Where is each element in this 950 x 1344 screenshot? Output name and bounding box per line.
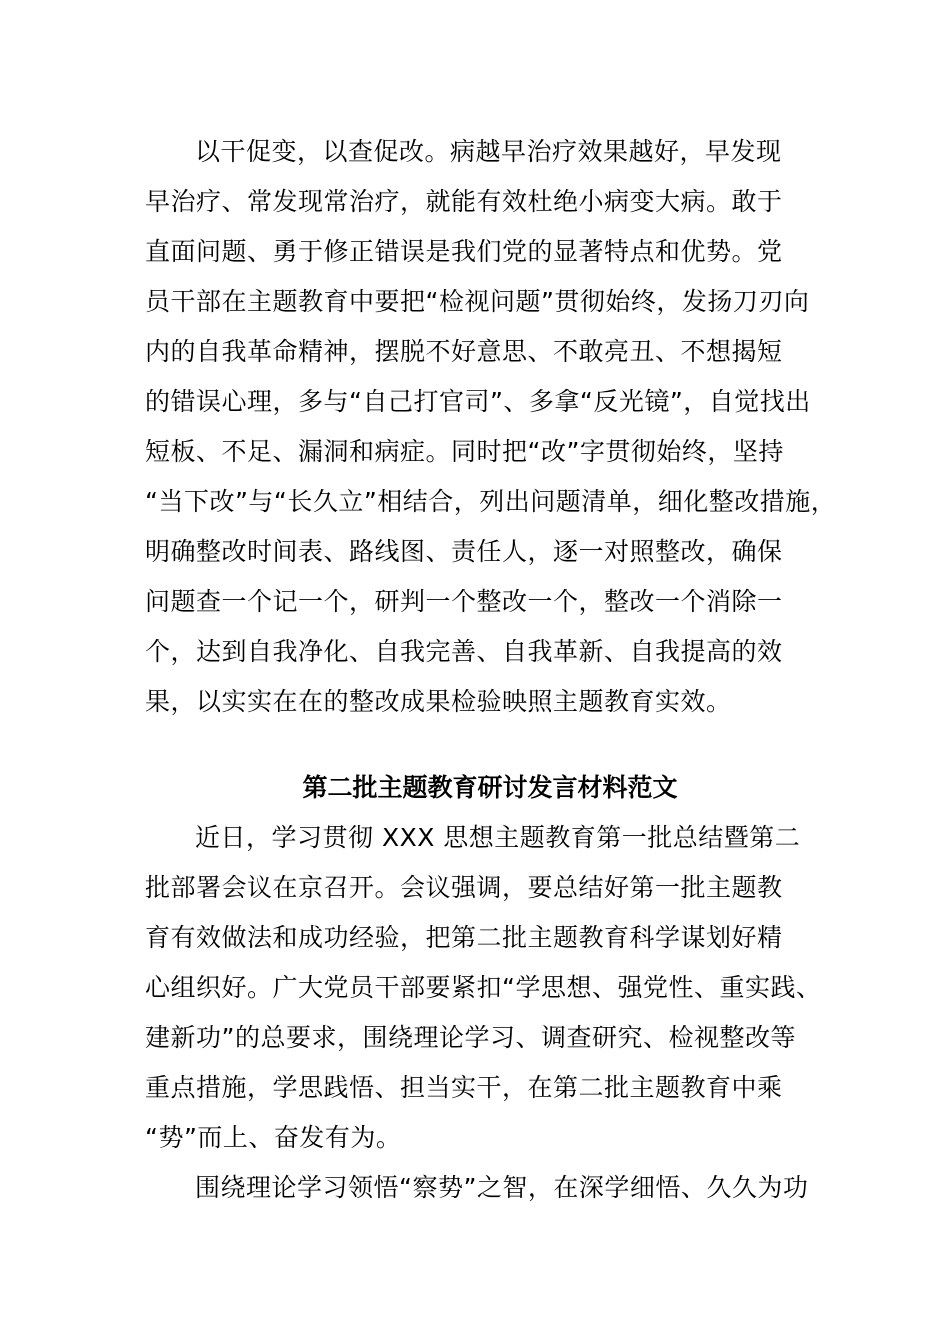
section-spacer (145, 727, 835, 763)
paragraph-line: 早治疗、常发现常治疗，就能有效杜绝小病变大病。敢于 (145, 187, 783, 216)
paragraph-line: 的错误心理，多与“自己打官司”、多拿“反光镜”，自觉找出 (145, 387, 811, 416)
paragraph-line: 直面问题、勇于修正错误是我们党的显著特点和优势。党 (145, 237, 783, 266)
paragraph-line: 问题查一个记一个，研判一个整改一个，整改一个消除一 (145, 587, 783, 616)
document-body (145, 127, 835, 1213)
section-heading: 第二批主题教育研讨发言材料范文 (302, 773, 678, 802)
paragraph-line: 育有效做法和成功经验，把第二批主题教育科学谋划好精 (145, 923, 783, 952)
paragraph-line: 以干促变，以查促改。病越早治疗效果越好，早发现 (195, 137, 782, 166)
paragraph-line: “势”而上、奋发有为。 (145, 1123, 402, 1152)
paragraph-line: 批部署会议在京召开。会议强调，要总结好第一批主题教 (145, 873, 783, 902)
paragraph-line: 围绕理论学习领悟“察势”之智，在深学细悟、久久为功 (195, 1173, 809, 1202)
paragraph-line: 果，以实实在在的整改成果检验映照主题教育实效。 (145, 687, 732, 716)
paragraph-line: 内的自我革命精神，摆脱不好意思、不敢亮丑、不想揭短 (145, 337, 783, 366)
paragraph-line: 重点措施，学思践悟、担当实干，在第二批主题教育中乘 (145, 1073, 783, 1102)
paragraph-line: 近日，学习贯彻 XXX 思想主题教育第一批总结暨第二 (195, 823, 801, 852)
paragraph-line: “当下改”与“长久立”相结合，列出问题清单，细化整改措施， (145, 487, 837, 516)
paragraph-line: 心组织好。广大党员干部要紧扣“学思想、强党性、重实践、 (145, 973, 822, 1002)
paragraph-line: 员干部在主题教育中要把“检视问题”贯彻始终，发扬刀刃向 (145, 287, 810, 316)
paragraph-1 (145, 127, 835, 727)
paragraph-line: 短板、不足、漏洞和病症。同时把“改”字贯彻始终，坚持 (145, 437, 784, 466)
paragraph-3 (145, 1163, 835, 1213)
paragraph-line: 明确整改时间表、路线图、责任人，逐一对照整改，确保 (145, 537, 783, 566)
paragraph-line: 建新功”的总要求，围绕理论学习、调查研究、检视整改等 (145, 1023, 796, 1052)
paragraph-line: 个，达到自我净化、自我完善、自我革新、自我提高的效 (145, 637, 783, 666)
paragraph-2 (145, 813, 835, 1163)
